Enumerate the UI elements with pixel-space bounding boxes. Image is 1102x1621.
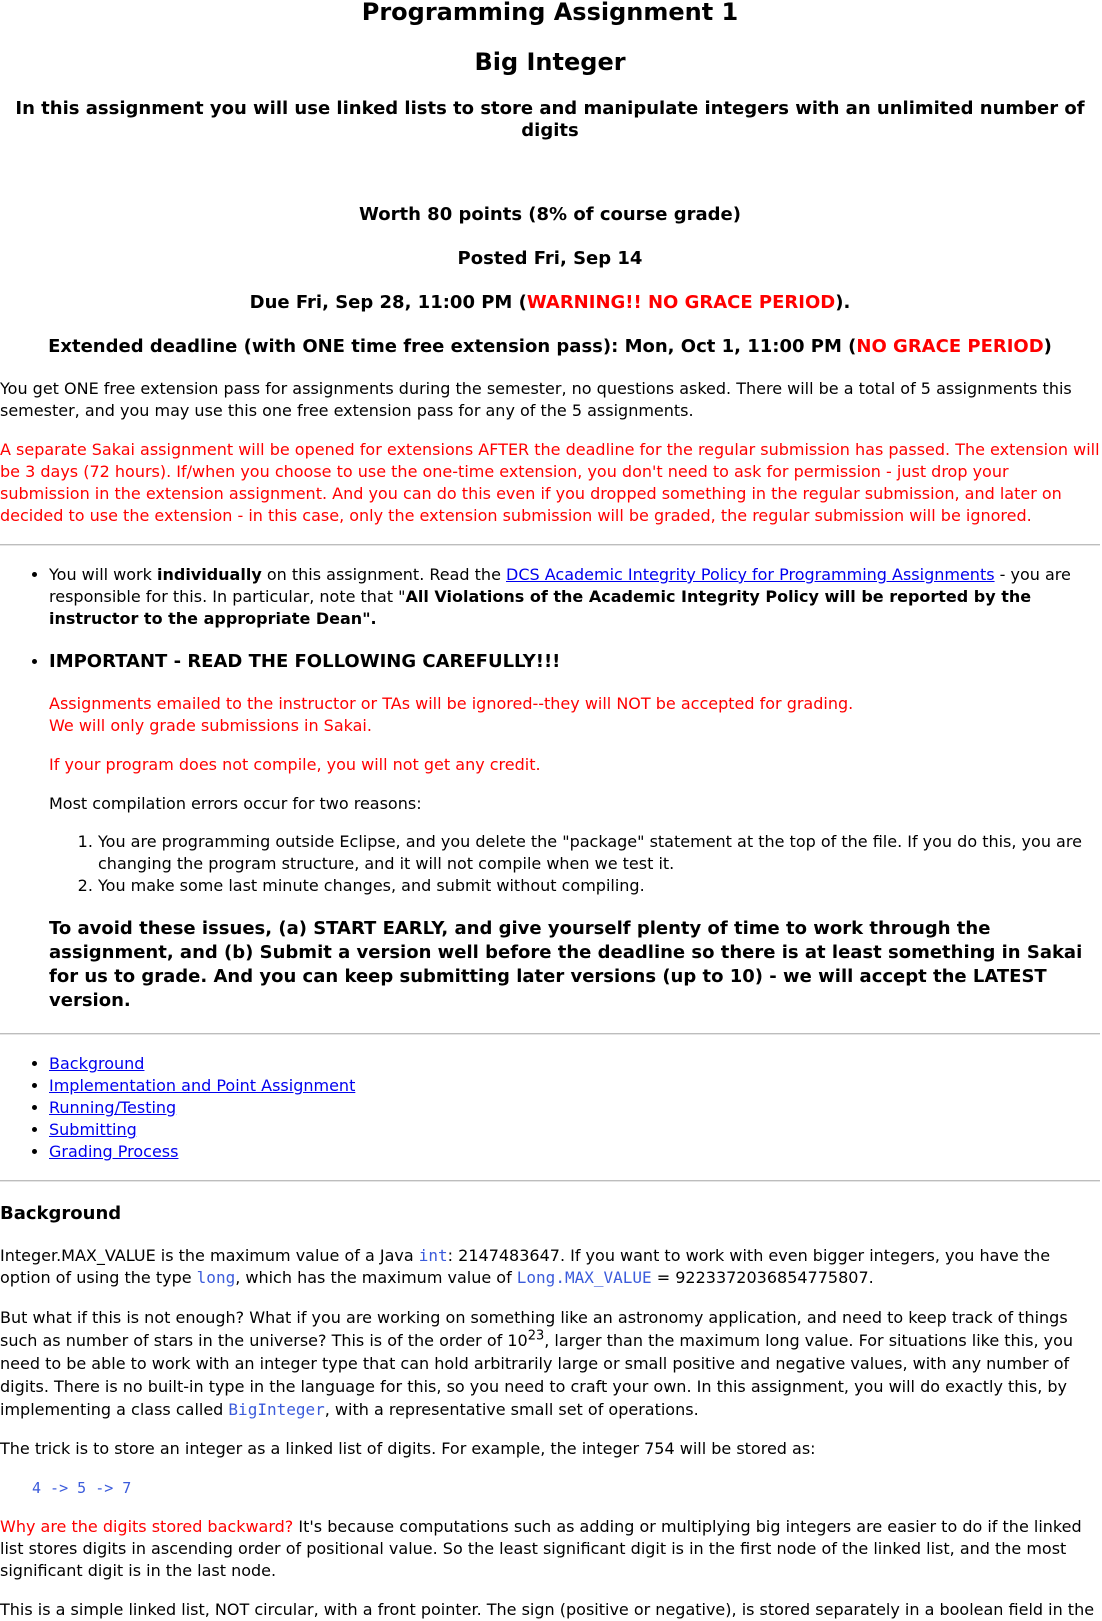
list-item: 1. You are programming outside Eclipse, and you delete the "package" statement at the top of the file. If you do this, you are changing the program structure, and it will not compile when we test it. <box>98 831 1100 875</box>
page-title: Programming Assignment 1 <box>361 0 739 26</box>
background-heading: Background <box>0 1203 122 1224</box>
list-item: • You will work individually on this assignment. Read the DCS Academic Integrity Policy for Programming Assignments - you are responsible for this. In particular, note that "All Violations of the Academic Integrity Policy will be reported by the instructor to the appropriate Dean". <box>49 564 1100 630</box>
list-item <box>49 650 1100 1013</box>
extension-pass-text: You get ONE free extension pass for assignments during the semester, no questions asked. There will be a total of 5 assignments this semester, and you may use this one free extension pass for any of the 5 assignments. <box>0 379 1072 420</box>
worth-line: Worth 80 points (8% of course grade) <box>359 204 741 225</box>
toc-item <box>49 1053 1100 1075</box>
compile-warning: If your program does not compile, you will not get any credit. <box>49 755 541 774</box>
background-paragraph-2: But what if this is not enough? What if you are working on something like an astronomy application, and need to keep track of things such as number of stars in the universe? This is of the order of $10^{23}$, larger than the maximum long value. For situations like this, you need to be able to work with an integer type that can hold arbitrarily large or small positive and negative values, with any number of digits. There is no built-in type in the language for this, so you need to craft your own. In this assignment, you will do exactly this, by implementing a class called BigInteger, with a representative small set of operations. <box>0 1308 1074 1419</box>
sakai-extension-text: A separate Sakai assignment will be opened for extensions AFTER the deadline for the regular submission has passed. The extension will be 3 days (72 hours). If/when you choose to use the one-time extension, you don't need to ask for permission - just drop your submission in the extension assignment. And you can do this even if you dropped something in the regular submission, and later on decided to use the extension - in this case, only the extension submission will be graded, the regular submission will be ignored. <box>0 440 1100 525</box>
emailed-warning: Assignments emailed to the instructor or TAs will be ignored--they will NOT be accepted for grading. We will only grade submissions in Sakai. <box>49 694 854 735</box>
toc-item <box>49 1097 1100 1119</box>
why-backward-note: Why are the digits stored backward? <box>0 1517 294 1536</box>
background-paragraph-5: This is a simple linked list, NOT circular, with a front pointer. The sign (positive or negative), is stored separately in a boolean field in the <box>0 1600 1095 1619</box>
toc-item <box>49 1075 1100 1097</box>
divider <box>0 1180 1100 1182</box>
toc-link-submitting[interactable]: Submitting <box>49 1120 137 1139</box>
compile-reasons-intro: Most compilation errors occur for two reasons: <box>49 794 422 813</box>
avoid-issues-text: To avoid these issues, (a) START EARLY, and give yourself plenty of time to work through the assignment, and (b) Submit a version well before the deadline so there is at least something in Sakai for us to grade. And you can keep submitting later versions (up to 10) - we will accept the LATEST version. <box>49 918 1083 1011</box>
background-paragraph-4: Why are the digits stored backward? It's because computations such as adding or multiplying big integers are easier to do if the linked list stores digits in ascending order of positional value. So the least significant digit is in the first node of the linked list, and the most significant digit is in the last node. <box>0 1517 1082 1580</box>
linked-list-example: 4 -> 5 -> 7 <box>32 1479 132 1497</box>
posted-line: Posted Fri, Sep 14 <box>457 248 643 269</box>
toc-link-grading-process[interactable]: Grading Process <box>49 1142 179 1161</box>
toc-item <box>49 1141 1100 1163</box>
toc-link-background[interactable]: Background <box>49 1054 145 1073</box>
extended-deadline-line: Extended deadline (with ONE time free extension pass): Mon, Oct 1, 11:00 PM (NO GRACE PERIOD) <box>48 336 1052 357</box>
toc-link-implementation[interactable]: Implementation and Point Assignment <box>49 1076 356 1095</box>
background-paragraph-1: Integer.MAX_VALUE is the maximum value of a Java int: 2147483647. If you want to work with even bigger integers, you have the option of using the type long, which has the maximum value of Long.MAX_VALUE = 9223372036854775807. <box>0 1246 1051 1287</box>
background-paragraph-3: The trick is to store an integer as a linked list of digits. For example, the integer 754 will be stored as: <box>0 1439 816 1458</box>
rules-list <box>0 564 1100 1013</box>
important-heading: • IMPORTANT - READ THE FOLLOWING CAREFULLY!!! <box>49 651 561 672</box>
list-item: 2. You make some last minute changes, and submit without compiling. <box>98 875 1100 897</box>
page-subtitle: Big Integer <box>474 48 626 76</box>
ext-warning: NO GRACE PERIOD <box>856 336 1044 357</box>
toc-item <box>49 1119 1100 1141</box>
due-line: Due Fri, Sep 28, 11:00 PM (WARNING!! NO GRACE PERIOD). <box>249 292 851 313</box>
divider <box>0 544 1100 546</box>
page-tagline: In this assignment you will use linked lists to store and manipulate integers with an unlimited number of digits <box>15 98 1085 141</box>
compile-reasons-list <box>49 831 1100 897</box>
table-of-contents <box>0 1053 1100 1163</box>
academic-integrity-policy-link[interactable]: DCS Academic Integrity Policy for Programming Assignments <box>506 565 995 584</box>
toc-link-running-testing[interactable]: Running/Testing <box>49 1098 177 1117</box>
due-warning: WARNING!! NO GRACE PERIOD <box>526 292 836 313</box>
divider <box>0 1033 1100 1035</box>
